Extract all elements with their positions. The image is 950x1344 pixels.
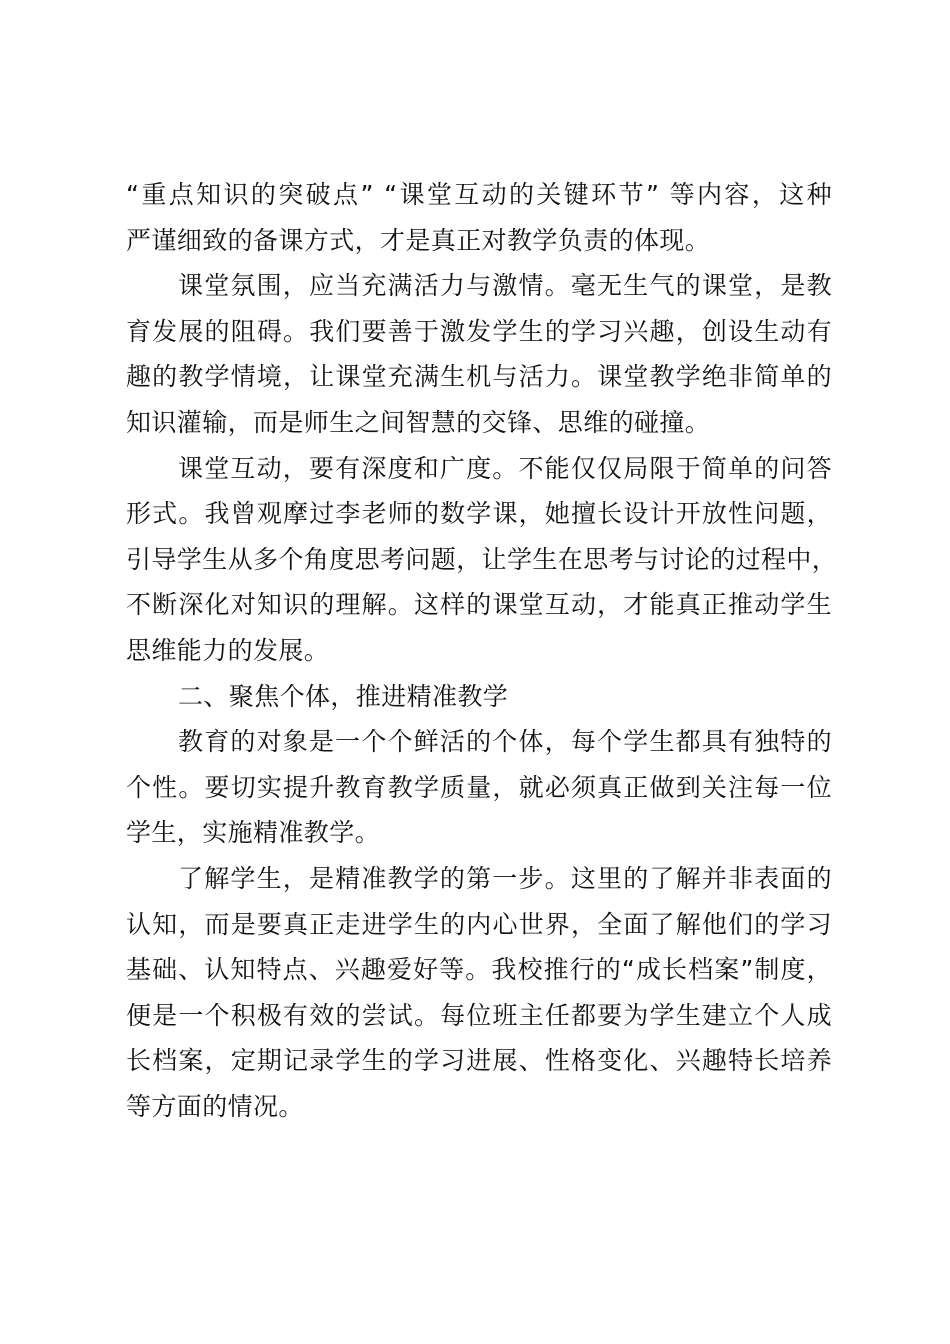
text-line: “重点知识的突破点” “课堂互动的关键环节” 等内容，这种 [126,180,832,209]
text-line: 基础、认知特点、兴趣爱好等。我校推行的“成长档案”制度， [126,955,832,985]
body-text [126,172,838,1129]
text-line: 认知，而是要真正走进学生的内心世界，全面了解他们的学习 [126,909,832,939]
paragraph-start-line: 课堂互动，要有深度和广度。不能仅仅局限于简单的问答 [178,453,832,483]
paragraph-start-line: 了解学生，是精准教学的第一步。这里的了解并非表面的 [178,863,832,893]
text-line: 个性。要切实提升教育教学质量，就必须真正做到关注每一位 [126,772,832,802]
text-line: 形式。我曾观摩过李老师的数学课，她擅长设计开放性问题， [126,499,832,529]
text-line: 知识灌输，而是师生之间智慧的交锋、思维的碰撞。 [126,407,711,437]
text-line: 便是一个积极有效的尝试。每位班主任都要为学生建立个人成 [126,1000,832,1030]
text-line: 引导学生从多个角度思考问题，让学生在思考与讨论的过程中， [126,544,838,574]
text-line: 严谨细致的备课方式，才是真正对教学负责的体现。 [126,225,711,255]
text-line: 育发展的阻碍。我们要善于激发学生的学习兴趣，创设生动有 [126,316,832,346]
paragraph-start-line: 课堂氛围，应当充满活力与激情。毫无生气的课堂，是教 [178,271,832,301]
text-line: 长档案，定期记录学生的学习进展、性格变化、兴趣特长培养 [126,1046,832,1076]
section-heading: 二、聚焦个体，推进精准教学 [178,681,509,711]
paragraph-start-line: 教育的对象是一个个鲜活的个体，每个学生都具有独特的 [178,727,832,757]
text-line: 思维能力的发展。 [126,635,330,665]
text-line: 趣的教学情境，让课堂充满生机与活力。课堂教学绝非简单的 [126,362,832,392]
text-line: 等方面的情况。 [126,1091,304,1121]
text-line: 不断深化对知识的理解。这样的课堂互动，才能真正推动学生 [126,590,832,620]
text-line: 学生，实施精准教学。 [126,818,381,848]
